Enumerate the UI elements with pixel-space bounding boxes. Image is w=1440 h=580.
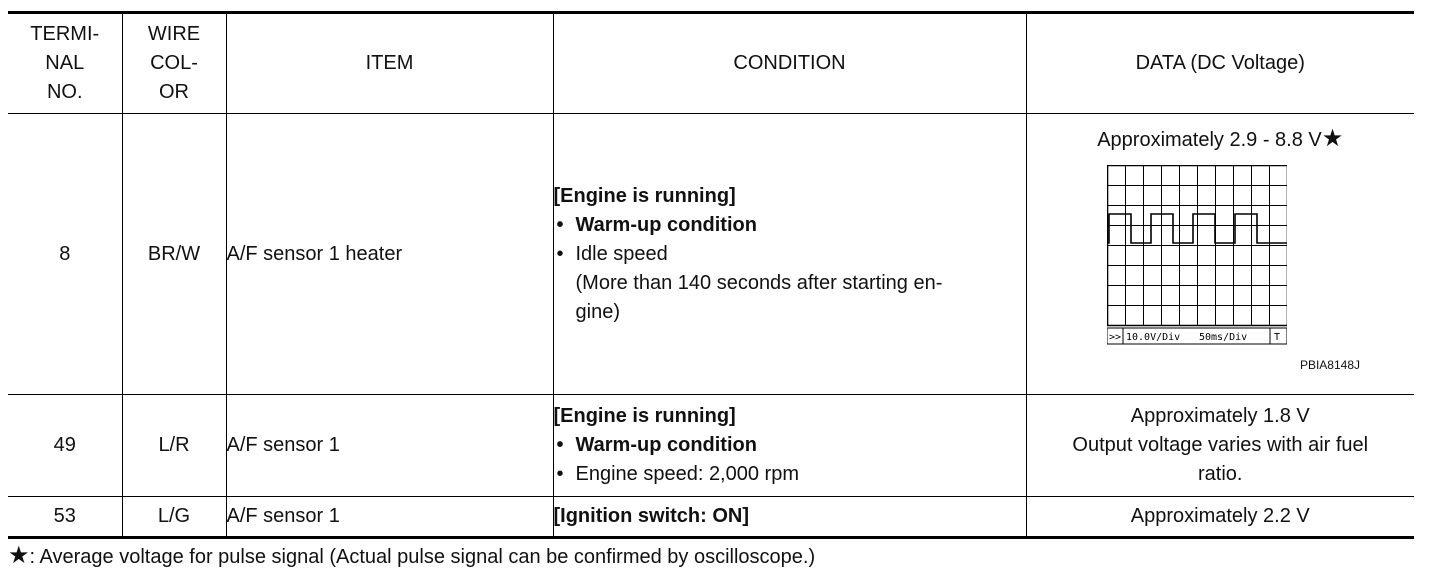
volt-per-div: 10.0V/Div (1125, 332, 1180, 343)
data-cell (1026, 395, 1414, 497)
condition-note: gine) (575, 300, 620, 323)
condition-item: • Engine speed: 2,000 rpm (554, 460, 1026, 489)
header-terminal-no: TERMI- NAL NO. (8, 13, 122, 114)
condition-heading: [Ignition switch: ON] (553, 497, 1026, 538)
header-item: ITEM (226, 13, 553, 114)
condition-item: • Warm-up condition (554, 431, 1026, 460)
condition-item: • Idle speed (554, 240, 1026, 269)
item-cell: A/F sensor 1 heater (226, 114, 553, 395)
item-cell: A/F sensor 1 (226, 497, 553, 538)
terminal-data-table (8, 11, 1414, 539)
footnote-text: : Average voltage for pulse signal (Actual pulse signal can be confirmed by oscilloscope.) (29, 546, 816, 568)
item-cell: A/F sensor 1 (226, 395, 553, 497)
table-row (8, 114, 1414, 395)
condition-list (554, 431, 1026, 489)
wire-color: L/G (122, 497, 226, 538)
data-note: ratio. (1198, 463, 1243, 485)
table-row (8, 497, 1414, 538)
terminal-no: 49 (8, 395, 122, 497)
data-note: Output voltage varies with air fuel (1072, 434, 1369, 456)
condition-cell (553, 395, 1026, 497)
terminal-no: 53 (8, 497, 122, 538)
condition-list (554, 211, 1026, 269)
star-icon: ★ (1321, 125, 1344, 152)
data-value: Approximately 2.2 V (1026, 497, 1414, 538)
oscilloscope-waveform (1107, 165, 1287, 347)
terminal-no: 8 (8, 114, 122, 395)
condition-cell (553, 114, 1026, 395)
wire-color: BR/W (122, 114, 226, 395)
data-value: Approximately 1.8 V (1130, 405, 1310, 427)
figure-id: PBIA8148J (1299, 358, 1360, 372)
condition-heading: [Engine is running] (553, 184, 736, 207)
time-per-div: 50ms/Div (1198, 332, 1247, 343)
header-condition: CONDITION (553, 13, 1026, 114)
data-cell (1026, 114, 1414, 395)
trigger-label: T (1273, 332, 1280, 343)
data-value: Approximately 2.9 - 8.8 V★ (1097, 125, 1344, 152)
condition-heading: [Engine is running] (553, 405, 736, 427)
table-row (8, 395, 1414, 497)
star-icon: ★ (8, 542, 30, 569)
condition-item: • Warm-up condition (554, 211, 1026, 240)
header-data: DATA (DC Voltage) (1026, 13, 1414, 114)
footnote (8, 541, 815, 570)
header-row (8, 13, 1414, 114)
wire-color: L/R (122, 395, 226, 497)
header-wire-color: WIRE COL- OR (122, 13, 226, 114)
scope-arrow-label: >> (1108, 332, 1121, 343)
condition-note: (More than 140 seconds after starting en- (575, 271, 943, 294)
